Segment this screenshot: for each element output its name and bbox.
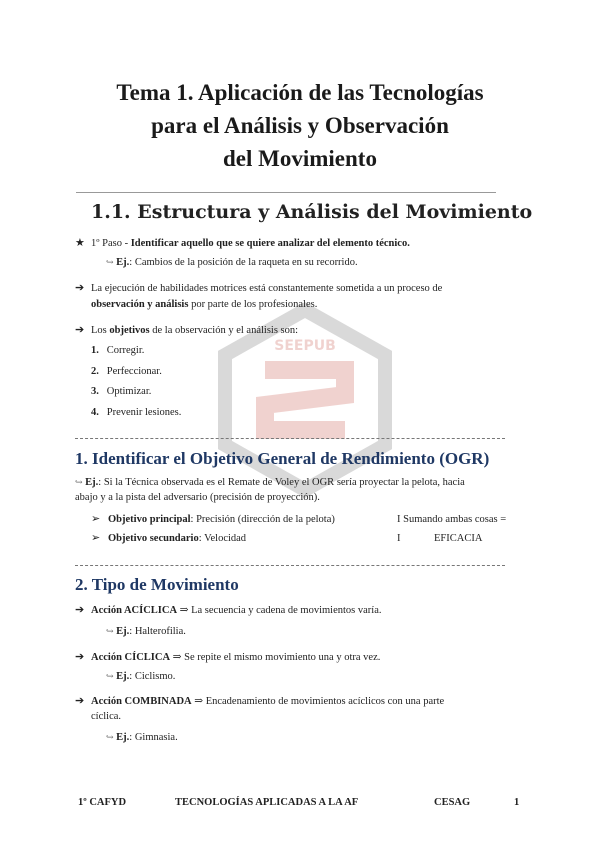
return-icon: ↪ <box>106 257 114 267</box>
ogr-example-line-2: abajo y a la pista del adversario (precisión de proyección). <box>75 492 320 503</box>
watermark-text: SEEPUB <box>274 338 336 354</box>
obj-rest: de la observación y el análisis son: <box>149 325 299 336</box>
ej-label: Ej. <box>116 626 130 637</box>
return-icon: ↪ <box>106 626 114 636</box>
list-item <box>91 405 181 420</box>
title-divider <box>76 192 496 193</box>
ej-label: Ej. <box>116 732 130 743</box>
accion-combinada <box>91 694 444 709</box>
return-icon: ↪ <box>106 671 114 681</box>
ogr-example-line-1 <box>75 475 465 490</box>
ej-label: Ej. <box>116 671 130 682</box>
section-1-heading: 1. Identificar el Objetivo General de Rendimiento (OGR) <box>75 449 490 468</box>
ej-label: Ej. <box>85 477 99 488</box>
accion-text: Encadenamiento de movimientos acíclicos con una parte <box>205 696 445 707</box>
accion-example <box>106 624 186 639</box>
arrow-icon: ➔ <box>75 282 85 294</box>
dashed-divider <box>75 438 505 440</box>
secundario-bold: Objetivo secundario <box>108 533 199 544</box>
list-number: 3. <box>91 386 99 397</box>
implies-arrow: ⇒ <box>191 696 206 707</box>
title-line-3: del Movimiento <box>223 146 377 171</box>
return-icon: ↪ <box>106 732 114 742</box>
obj-prefix: Los <box>91 325 110 336</box>
arrow-icon: ➔ <box>75 324 85 336</box>
ejecucion-line-1: La ejecución de habilidades motrices está constantemente sometida a un proceso de <box>91 283 443 294</box>
implies-arrow: ⇒ <box>177 605 192 616</box>
accion-ciclica <box>91 650 380 665</box>
principal-rest: : Precisión (dirección de la pelota) <box>190 514 335 525</box>
list-text: Optimizar. <box>106 386 152 397</box>
accion-aciclica <box>91 603 381 618</box>
list-text: Prevenir lesiones. <box>106 407 182 418</box>
footer-page-number: 1 <box>514 797 520 808</box>
section-1-1-heading: 1.1. Estructura y Análisis del Movimiento <box>91 201 533 223</box>
footer-course: 1º CAFYD <box>78 797 127 808</box>
list-number: 1. <box>91 345 99 356</box>
section-2-heading: 2. Tipo de Movimiento <box>75 575 239 594</box>
return-icon: ↪ <box>75 477 83 487</box>
paso-prefix: 1º Paso - <box>91 238 131 249</box>
ejecucion-rest: por parte de los profesionales. <box>188 299 318 310</box>
paso-example <box>106 255 358 270</box>
ejecucion-bold: observación y análisis <box>91 299 189 310</box>
list-text: Perfeccionar. <box>106 366 162 377</box>
ej-label: Ej. <box>116 257 130 268</box>
accion-example <box>106 730 178 745</box>
star-icon: ★ <box>75 237 85 249</box>
arrow-icon: ➔ <box>75 651 85 663</box>
title-line-1: Tema 1. Aplicación de las Tecnologías <box>116 80 484 105</box>
list-item <box>91 384 151 399</box>
accion-label: Acción ACÍCLICA <box>91 605 178 616</box>
paso-ej-text: : Cambios de la posición de la raqueta en su recorrido. <box>129 257 358 268</box>
accion-text: La secuencia y cadena de movimientos varía. <box>191 605 382 616</box>
title-line-2: para el Análisis y Observación <box>151 113 449 138</box>
arrow-icon: ➔ <box>75 695 85 707</box>
dashed-divider <box>75 565 505 567</box>
accion-ej-text: : Ciclismo. <box>129 671 176 682</box>
objetivo-principal <box>108 512 335 527</box>
secundario-rest: : Velocidad <box>198 533 247 544</box>
accion-label: Acción CÍCLICA <box>91 652 171 663</box>
principal-bold: Objetivo principal <box>108 514 191 525</box>
arrowhead-icon: ➢ <box>91 513 101 525</box>
arrow-icon: ➔ <box>75 604 85 616</box>
list-item <box>91 364 162 379</box>
accion-label: Acción COMBINADA <box>91 696 192 707</box>
footer-subject: TECNOLOGÍAS APLICADAS A LA AF <box>175 797 359 808</box>
paso-bold: Identificar aquello que se quiere analizar del elemento técnico. <box>130 238 410 249</box>
accion-example <box>106 669 175 684</box>
principal-side-note: I Sumando ambas cosas = <box>397 514 507 525</box>
ogr-ej-line-1: : Si la Técnica observada es el Remate de Voley el OGR sería proyectar la pelota, hacia <box>98 477 465 488</box>
eficacia-label: EFICACIA <box>434 533 483 544</box>
accion-ej-text: : Halterofilia. <box>129 626 186 637</box>
footer-school: CESAG <box>434 797 471 808</box>
ejecucion-line-2 <box>91 297 317 312</box>
list-number: 4. <box>91 407 99 418</box>
implies-arrow: ⇒ <box>170 652 185 663</box>
paso-line <box>91 236 410 251</box>
objetivo-secundario <box>108 531 246 546</box>
secundario-side-bar: I <box>397 533 401 544</box>
list-item <box>91 343 144 358</box>
arrowhead-icon: ➢ <box>91 532 101 544</box>
accion-combinada-line-2: cíclica. <box>91 711 122 722</box>
list-number: 2. <box>91 366 99 377</box>
accion-ej-text: : Gimnasia. <box>129 732 178 743</box>
accion-text: Se repite el mismo movimiento una y otra vez. <box>184 652 381 663</box>
objetivos-line <box>91 323 298 338</box>
list-text: Corregir. <box>106 345 145 356</box>
obj-bold: objetivos <box>109 325 150 336</box>
page-title <box>40 76 560 175</box>
